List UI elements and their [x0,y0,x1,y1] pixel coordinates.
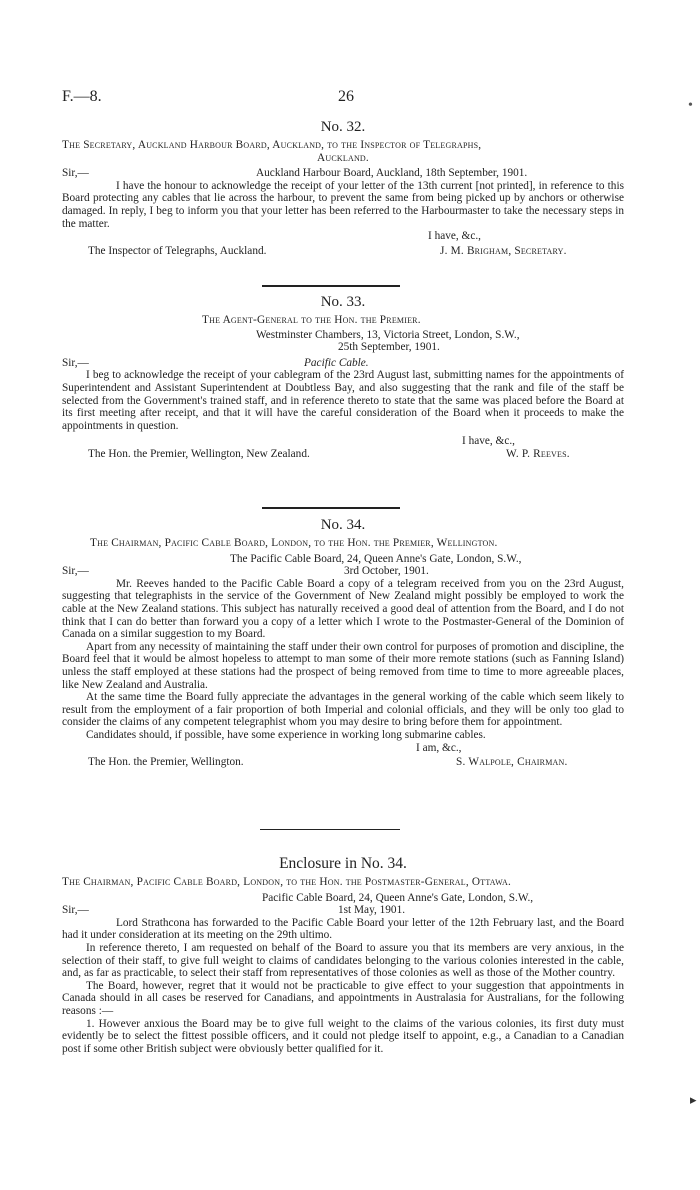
letter-33-closing: I have, &c., [462,435,516,448]
letter-32-addressee: The Inspector of Telegraphs, Auckland. [88,244,267,257]
letter-34-paragraph-3: At the same time the Board fully appreciate the advantages in the general working of the cable which seem likely to result from the employment of a fair proportion of both Imperial and colonial officials, and they will be only too glad to consider the claims of any competent telegraphist whom you may desire to bring before them for appointment. [62,691,624,729]
letter-32-closing: I have, &c., [428,230,482,243]
letter-33-title: No. 33. [320,294,366,310]
letter-34-address: The Pacific Cable Board, 24, Queen Anne's Gate, London, S.W., [230,552,522,565]
letter-32-signature: J. M. Brigham, Secretary. [440,244,567,257]
enclosure-paragraph-4: 1. However anxious the Board may be to give full weight to the claims of the various colonies, its first duty must evidently be to select the fittest possible officers, and it could not pledge itself to appoint, e.g., a Canadian to a Canadian post if some other British subject were obviously better qualified for it. [62,1017,624,1055]
enclosure-address: Pacific Cable Board, 24, Queen Anne's Gate, London, S.W., [262,891,534,904]
enclosure-date: 1st May, 1901. [338,904,406,917]
letter-33-subject: Pacific Cable. [304,356,369,369]
letter-34 [62,516,624,769]
letter-34-paragraph-1: Mr. Reeves handed to the Pacific Cable Board a copy of a telegram received from you on the 23rd August, suggesting that telegraphists in the service of the Government of New Zealand might possibly be employed to work the cable at the New Zealand stations. This subject has naturally received a good deal of attention from the Board, and I do not think that I can do better than forward you a copy of a letter which I wrote to the Postmaster-General of the Dominion of Canada on a similar suggestion to my Board. [62,577,624,641]
letter-33 [62,293,624,461]
letter-34-from-line: The Chairman, Pacific Cable Board, London, to the Hon. the Premier, Wellington. [90,537,498,549]
letter-32-from-line-cont: Auckland. [317,151,369,164]
enclosure-title: Enclosure in No. 34. [279,855,407,872]
letter-34-salutation: Sir,— [62,565,89,578]
enclosure-paragraph-1: Lord Strathcona has forwarded to the Pacific Cable Board your letter of the 12th February last, and the Board had it under consideration at its meeting on the 29th ultimo. [62,916,624,942]
page-number: 26 [338,88,354,105]
letter-34-signature: S. Walpole, Chairman. [456,756,568,769]
letter-34-addressee: The Hon. the Premier, Wellington. [88,756,244,769]
enclosure-from-line: The Chairman, Pacific Cable Board, London, to the Hon. the Postmaster-General, Ottawa. [62,876,511,888]
enclosure-salutation: Sir,— [62,904,89,917]
page-header [62,88,640,108]
letter-32-from-line: The Secretary, Auckland Harbour Board, Auckland, to the Inspector of Telegraphs, [62,139,482,151]
letter-34-paragraph-4: Candidates should, if possible, have some experience in working long submarine cables. [86,728,486,741]
enclosure-paragraph-2: In reference thereto, I am requested on behalf of the Board to assure you that its members are very anxious, in the selection of their staff, to give full weight to claims of candidates belonging to the various colonies interested in the cable, and, as far as practicable, to select their staff from representatives of those colonies as well as those of the Mother country. [62,941,624,980]
letter-32-salutation: Sir,— [62,167,89,180]
letter-33-salutation: Sir,— [62,356,89,369]
letter-32 [62,118,624,257]
letter-34-closing: I am, &c., [416,741,462,754]
letter-33-body: I beg to acknowledge the receipt of your cablegram of the 23rd August last, submitting names for the appointments of Superintendent and Assistant Superintendent at Doubtless Bay, and also suggesting that the rank and file of the staff be selected from the Government's trained staff, and in reference thereto to state that the same was placed before the Board at its first meeting after receipt, and that it will have the careful consideration of the Board when it proceeds to make the appointments in question. [62,369,624,432]
section-divider [262,285,400,287]
letter-33-from-line: The Agent-General to the Hon. the Premier. [202,314,421,326]
letter-32-title: No. 32. [320,119,366,135]
margin-speck: ▸ [690,1092,697,1107]
letter-34-title: No. 34. [320,517,366,533]
letter-33-date: 25th September, 1901. [338,341,440,354]
letter-33-addressee: The Hon. the Premier, Wellington, New Zealand. [88,447,310,460]
letter-33-signature: W. P. Reeves. [506,447,570,460]
letter-32-body: I have the honour to acknowledge the receipt of your letter of the 13th current [not printed], in reference to this Board protecting any cables that lie across the harbour, to prevent the same from being picked up by anchors or otherwise damaged. In reply, I beg to inform you that your letter has been referred to the Harbourmaster to take the necessary steps in the matter. [62,179,624,230]
margin-speck: • [688,98,693,113]
letter-34-date: 3rd October, 1901. [344,565,429,578]
document-reference: F.—8. [62,88,102,105]
letter-32-place-date: Auckland Harbour Board, Auckland, 18th September, 1901. [256,167,528,180]
section-divider [260,829,400,830]
letter-33-address: Westminster Chambers, 13, Victoria Street, London, S.W., [256,328,520,341]
enclosure [62,855,624,1055]
section-divider [262,507,400,509]
enclosure-paragraph-3: The Board, however, regret that it would not be practicable to give effect to your suggestion that appointments in Canada should in all cases be reserved for Canadians, and appointments in Australasia for Australians, for the following reasons :— [62,979,624,1017]
letter-34-paragraph-2: Apart from any necessity of maintaining the staff under their own control for purposes of promotion and discipline, the Board feel that it would be almost hopeless to attempt to man some of their more remote stations (such as Fanning Island) unless the staff employed at these stations had the prospect of being removed from time to time to more agreeable places, like New Zealand and Australia. [62,640,624,691]
